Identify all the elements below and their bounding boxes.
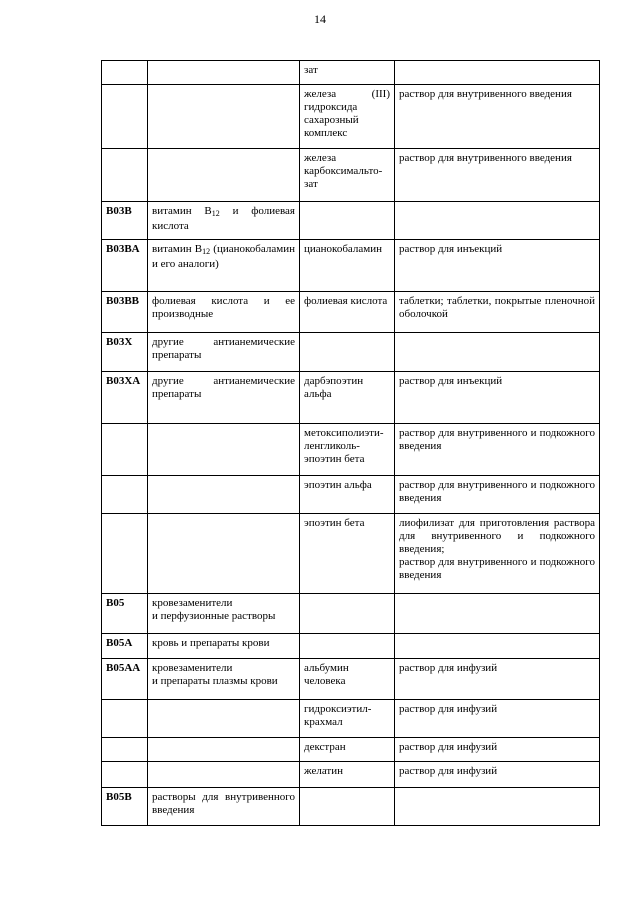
form-cell: раствор для инфузий xyxy=(395,738,600,762)
group-cell xyxy=(148,202,300,240)
group-text: витамин B xyxy=(152,243,203,255)
atc-code: B03X xyxy=(102,333,148,372)
substance-cell: декстран xyxy=(300,738,395,762)
table-row xyxy=(102,240,600,292)
substance-cell: фолиевая кислота xyxy=(300,292,395,333)
substance-cell: дарбэпоэтин альфа xyxy=(300,372,395,424)
group-text: и препараты плазмы крови xyxy=(152,675,278,687)
table-row xyxy=(102,61,600,85)
group-cell xyxy=(148,514,300,594)
group-cell xyxy=(148,659,300,700)
table-row xyxy=(102,514,600,594)
table-row xyxy=(102,372,600,424)
group-text: кровезаменители xyxy=(152,597,233,609)
atc-code: B03XA xyxy=(102,372,148,424)
substance-cell: зат xyxy=(300,61,395,85)
form-cell: раствор для инфузий xyxy=(395,659,600,700)
form-cell xyxy=(395,61,600,85)
atc-code xyxy=(102,738,148,762)
group-text: кровезаменители xyxy=(152,662,233,674)
group-subscript: 12 xyxy=(211,209,220,218)
atc-code xyxy=(102,762,148,788)
substance-cell: цианокобаламин xyxy=(300,240,395,292)
table-row xyxy=(102,659,600,700)
group-cell xyxy=(148,476,300,514)
group-cell xyxy=(148,61,300,85)
form-cell xyxy=(395,594,600,634)
atc-code xyxy=(102,476,148,514)
drug-table xyxy=(101,60,600,826)
substance-cell xyxy=(300,594,395,634)
substance-cell: железа карбоксимальто-зат xyxy=(300,149,395,202)
substance-cell: метоксиполиэти-ленгликоль-эпоэтин бета xyxy=(300,424,395,476)
substance-cell xyxy=(300,634,395,659)
form-cell: таблетки; таблетки, покрытые пленочной оболочкой xyxy=(395,292,600,333)
table-row xyxy=(102,594,600,634)
table-row xyxy=(102,476,600,514)
table-row xyxy=(102,202,600,240)
form-cell xyxy=(395,514,600,594)
atc-code xyxy=(102,61,148,85)
table-row xyxy=(102,149,600,202)
substance-cell: эпоэтин альфа xyxy=(300,476,395,514)
group-text: (цианокобаламин и его аналоги) xyxy=(152,243,295,270)
group-cell: растворы для внутривенного введения xyxy=(148,788,300,826)
atc-code: B05 xyxy=(102,594,148,634)
substance-cell: альбумин человека xyxy=(300,659,395,700)
table-row xyxy=(102,788,600,826)
table-row xyxy=(102,634,600,659)
atc-code: B03B xyxy=(102,202,148,240)
group-text: и фолиевая кислота xyxy=(152,205,295,232)
group-subscript: 12 xyxy=(202,247,211,256)
atc-code: B03BB xyxy=(102,292,148,333)
atc-code xyxy=(102,424,148,476)
form-cell: раствор для внутривенного и подкожного введения xyxy=(395,476,600,514)
form-cell: раствор для инъекций xyxy=(395,240,600,292)
table-row xyxy=(102,85,600,149)
substance-cell: гидроксиэтил-крахмал xyxy=(300,700,395,738)
group-cell xyxy=(148,700,300,738)
group-cell: кровь и препараты крови xyxy=(148,634,300,659)
substance-cell xyxy=(300,333,395,372)
group-text: витамин B xyxy=(152,205,212,217)
table-row xyxy=(102,762,600,788)
page-number: 14 xyxy=(314,12,326,26)
group-cell xyxy=(148,85,300,149)
atc-code xyxy=(102,514,148,594)
form-cell xyxy=(395,788,600,826)
form-cell: раствор для инфузий xyxy=(395,762,600,788)
substance-cell: эпоэтин бета xyxy=(300,514,395,594)
form-text: лиофилизат для приготовления раствора для внутривенного и подкожного введения; xyxy=(399,517,595,555)
atc-code: B05A xyxy=(102,634,148,659)
atc-code: B05AA xyxy=(102,659,148,700)
group-cell xyxy=(148,240,300,292)
substance-cell xyxy=(300,202,395,240)
table-row xyxy=(102,424,600,476)
group-cell: другие антианемические препараты xyxy=(148,372,300,424)
table-row xyxy=(102,333,600,372)
group-cell xyxy=(148,594,300,634)
substance-cell: желатин xyxy=(300,762,395,788)
group-cell xyxy=(148,149,300,202)
form-cell: раствор для внутривенного введения xyxy=(395,85,600,149)
group-cell xyxy=(148,762,300,788)
group-cell xyxy=(148,738,300,762)
substance-cell xyxy=(300,788,395,826)
group-cell xyxy=(148,424,300,476)
form-cell: раствор для инъекций xyxy=(395,372,600,424)
form-cell xyxy=(395,333,600,372)
group-cell: фолиевая кислота и ее производные xyxy=(148,292,300,333)
form-cell xyxy=(395,634,600,659)
group-text: и перфузионные растворы xyxy=(152,610,276,622)
form-cell: раствор для внутривенного и подкожного введения xyxy=(395,424,600,476)
table-row xyxy=(102,738,600,762)
substance-cell: железа (III) гидроксида сахарозный комплекс xyxy=(300,85,395,149)
form-cell: раствор для инфузий xyxy=(395,700,600,738)
form-text: раствор для внутривенного и подкожного введения xyxy=(399,556,595,581)
atc-code: B05B xyxy=(102,788,148,826)
atc-code xyxy=(102,85,148,149)
form-cell: раствор для внутривенного введения xyxy=(395,149,600,202)
table-row xyxy=(102,292,600,333)
atc-code xyxy=(102,700,148,738)
group-cell: другие антианемические препараты xyxy=(148,333,300,372)
table-row xyxy=(102,700,600,738)
form-cell xyxy=(395,202,600,240)
atc-code xyxy=(102,149,148,202)
atc-code: B03BA xyxy=(102,240,148,292)
